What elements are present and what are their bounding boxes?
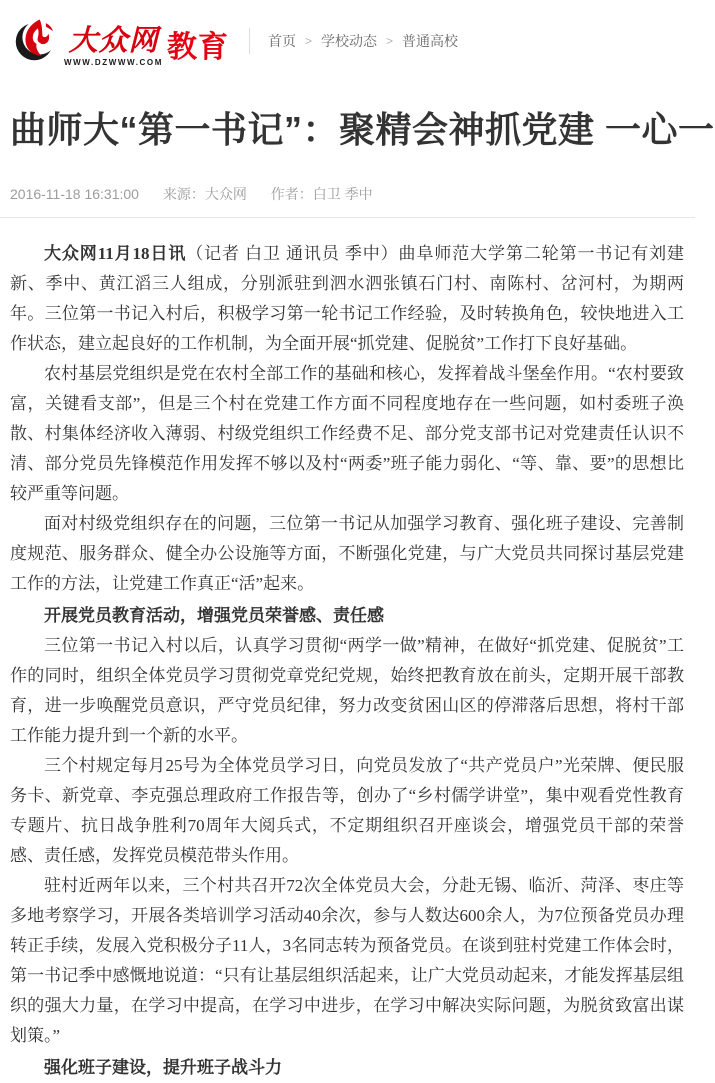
page-title: 曲师大“第一书记”：聚精会神抓党建 一心一	[10, 109, 715, 150]
article-source: 来源：大众网	[162, 186, 247, 202]
breadcrumb-separator: >	[386, 34, 394, 48]
publish-datetime: 2016-11-18 16:31:00	[10, 186, 139, 202]
section-name: 教育	[167, 30, 229, 64]
site-domain: WWW.DZWWW.COM	[64, 57, 163, 67]
breadcrumb	[268, 31, 458, 51]
article-paragraph: 农村基层党组织是党在农村全部工作的基础和核心，发挥着战斗堡垒作用。“农村要致富，关键看支部”，但是三个村在党建工作方面不同程度地存在一些问题，如村委班子涣散、村集体经济收入薄弱、村级党组织工作经费不足、部分党支部书记对党建责任认识不清、部分党员先锋模范作用发挥不够以及村“两委”班子能力弱化、“等、靠、要”的思想比较严重等问题。	[10, 364, 684, 503]
article-paragraph: 大众网11月18日讯（记者 白卫 通讯员 季中）曲阜师范大学第二轮第一书记有刘建新、季中、黄江滔三人组成，分别派驻到泗水泗张镇石门村、南陈村、岔河村，为期两年。三位第一书记入村后，积极学习第一轮书记工作经验，及时转换角色，较快地进入工作状态，建立起良好的工作机制，为全面开展“抓党建、促脱贫”工作打下良好基础。	[10, 244, 685, 353]
breadcrumb-item-1[interactable]: 学校动态	[321, 33, 378, 49]
breadcrumb-item-0[interactable]: 首页	[268, 33, 296, 49]
title-wrap	[0, 106, 715, 154]
article-meta	[0, 184, 695, 218]
breadcrumb-separator: >	[305, 34, 313, 48]
section-subheading: 强化班子建设，提升班子战斗力	[44, 1058, 282, 1077]
paragraph-lead: 大众网11月18日讯	[44, 244, 187, 263]
dzwww-flame-logo-icon	[14, 16, 60, 67]
section-subheading: 开展党员教育活动，增强党员荣誉感、责任感	[44, 606, 384, 625]
article-paragraph: 驻村近两年以来，三个村共召开72次全体党员大会，分赴无锡、临沂、菏泽、枣庄等多地考察学习，开展各类培训学习活动40余次，参与人数达600余人，为7位预备党员办理转正手续，发展入党积极分子11人，3名同志转为预备党员。在谈到驻村党建工作体会时，第一书记季中感慨地说道：“只有让基层组织活起来，让广大党员动起来，才能发挥基层组织的强大力量，在学习中提高，在学习中进步，在学习中解决实际问题，为脱贫致富出谋划策。”	[10, 876, 684, 1045]
logo-text	[64, 24, 163, 67]
article-paragraph: 三位第一书记入村以后，认真学习贯彻“两学一做”精神，在做好“抓党建、促脱贫”工作的同时，组织全体党员学习贯彻党章党纪党规，始终把教育放在前头，定期开展干部教育，进一步唤醒党员意识，严守党员纪律，努力改变贫困山区的停滞落后思想，将村干部工作能力提升到一个新的水平。	[10, 636, 684, 745]
site-name: 大众网	[68, 24, 159, 57]
breadcrumb-item-2[interactable]: 普通高校	[402, 33, 459, 49]
site-header	[0, 0, 695, 74]
article-body	[0, 218, 695, 1083]
header-divider	[249, 28, 250, 54]
article-author: 作者：白卫 季中	[270, 186, 373, 202]
article-paragraph: 三个村规定每月25号为全体党员学习日，向党员发放了“共产党员户”光荣牌、便民服务卡、新党章、李克强总理政府工作报告等，创办了“乡村儒学讲堂”，集中观看党性教育专题片、抗日战争胜利70周年大阅兵式，不定期组织召开座谈会，增强党员干部的荣誉感、责任感，发挥党员模范带头作用。	[10, 756, 684, 865]
article-paragraph: 面对村级党组织存在的问题，三位第一书记从加强学习教育、强化班子建设、完善制度规范、服务群众、健全办公设施等方面，不断强化党建，与广大党员共同探讨基层党建工作的方法，让党建工作真正“活”起来。	[10, 514, 684, 593]
site-logo[interactable]	[14, 16, 229, 67]
